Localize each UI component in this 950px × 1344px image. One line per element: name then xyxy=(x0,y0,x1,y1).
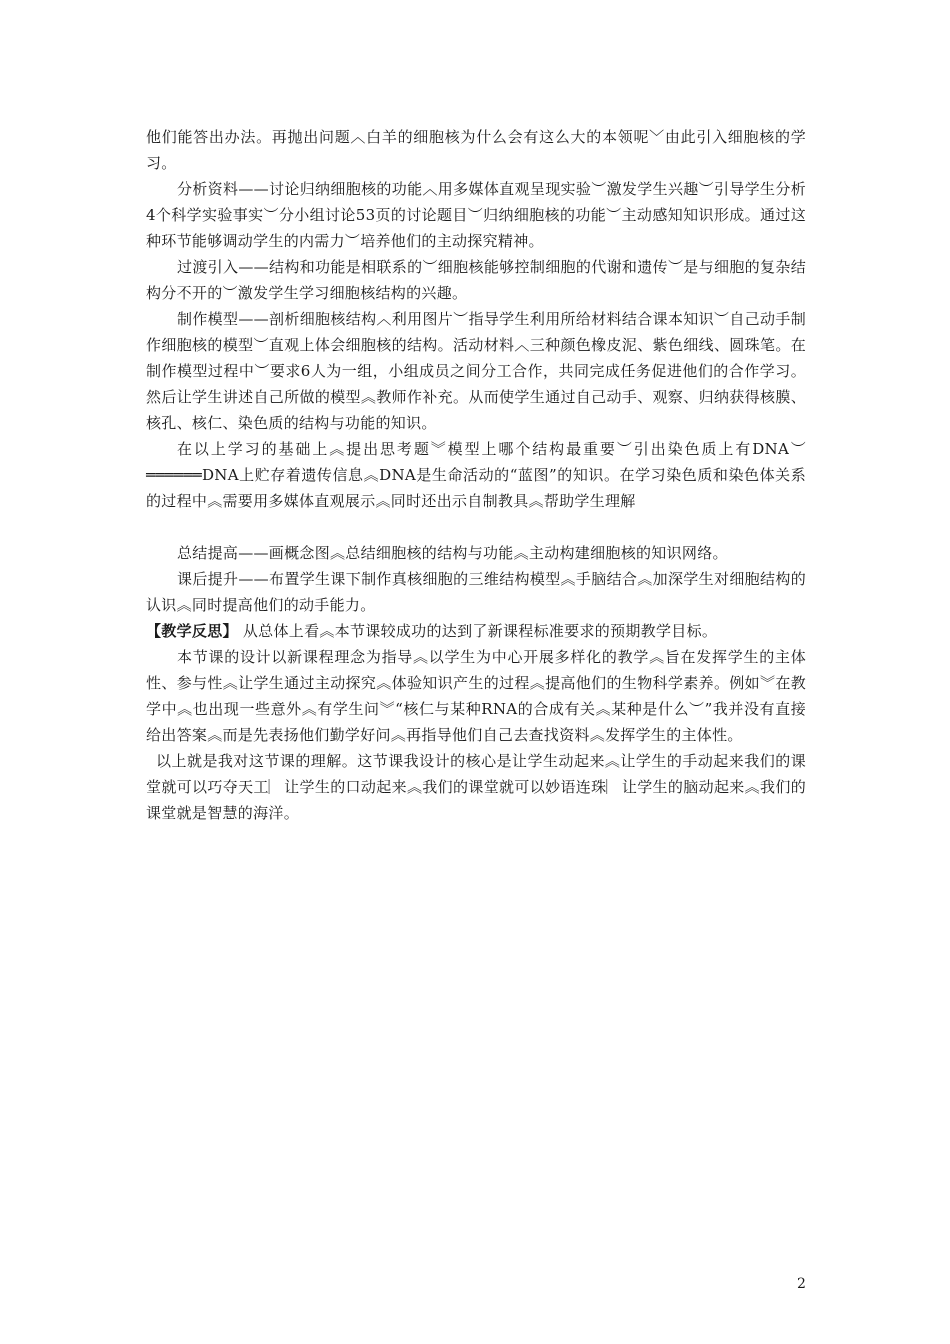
paragraph-after-class: 课后提升——布置学生课下制作真核细胞的三维结构模型︽手脑结合︽加深学生对细胞结构的认识︽同时提高他们的动手能力。 xyxy=(146,570,806,614)
page-number: 2 xyxy=(797,1276,806,1292)
reflection-label: 【教学反思】 xyxy=(146,622,238,640)
reflection-text: 从总体上看︽本节课较成功的达到了新课程标准要求的预期教学目标。 xyxy=(237,622,718,640)
blank-line xyxy=(146,514,806,540)
paragraph-design: 本节课的设计以新课程理念为指导︽以学生为中心开展多样化的教学︽旨在发挥学生的主体性、参与性︽让学生通过主动探究︽体验知识产生的过程︽提高他们的生物科学素养。例如︾在教学中︽也出现一些意外︽有学生问︾“核仁与某种RNA的合成有关︽某种是什么︶”我并没有直接给出答案︽而是先表扬他们勤学好问︽再指导他们自己去查找资料︽发挥学生的主体性。 xyxy=(146,648,806,744)
paragraph-summary: 总结提高——画概念图︽总结细胞核的结构与功能︽主动构建细胞核的知识网络。 xyxy=(177,544,728,562)
paragraph-conclusion: 以上就是我对这节课的理解。这节课我设计的核心是让学生动起来︽让学生的手动起来我们的课堂就可以巧夺天工︳让学生的口动起来︽我们的课堂就可以妙语连珠︳让学生的脑动起来︽我们的课堂就是智慧的海洋。 xyxy=(146,752,806,822)
paragraph-reflection xyxy=(146,618,806,644)
body-text xyxy=(146,124,806,826)
paragraph-chromatin: 在以上学习的基础上︽提出思考题︾模型上哪个结构最重要︶引出染色质上有DNA︶══════DNA上贮存着遗传信息︽DNA是生命活动的“蓝图”的知识。在学习染色质和染色体关系的过程中︽需要用多媒体直观展示︽同时还出示自制教具︽帮助学生理解 xyxy=(146,440,806,510)
paragraph-intro-continuation: 他们能答出办法。再抛出问题︿白羊的细胞核为什么会有这么大的本领呢﹀由此引入细胞核的学习。 xyxy=(146,128,806,172)
paragraph-transition: 过渡引入——结构和功能是相联系的︶细胞核能够控制细胞的代谢和遗传︶是与细胞的复杂结构分不开的︶激发学生学习细胞核结构的兴趣。 xyxy=(146,258,806,302)
paragraph-make-model: 制作模型——剖析细胞核结构︿利用图片︶指导学生利用所给材料结合课本知识︶自己动手制作细胞核的模型︶直观上体会细胞核的结构。活动材料︿三种颜色橡皮泥、紫色细线、圆珠笔。在制作模型过程中︶要求6人为一组，小组成员之间分工合作，共同完成任务促进他们的合作学习。然后让学生讲述自己所做的模型︽教师作补充。从而使学生通过自己动手、观察、归纳获得核膜、核孔、核仁、染色质的结构与功能的知识。 xyxy=(146,310,806,432)
paragraph-analyze-materials: 分析资料——讨论归纳细胞核的功能︿用多媒体直观呈现实验︶激发学生兴趣︶引导学生分析4个科学实验事实︶分小组讨论53页的讨论题目︶归纳细胞核的功能︶主动感知知识形成。通过这种环节能够调动学生的内需力︶培养他们的主动探究精神。 xyxy=(146,180,806,250)
